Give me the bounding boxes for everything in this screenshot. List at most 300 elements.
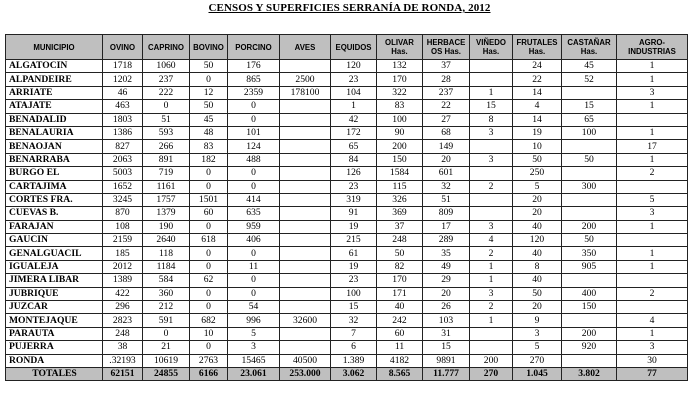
table-row	[6, 327, 688, 340]
total-cell: 3.802	[562, 367, 617, 380]
table-cell: 1584	[377, 167, 423, 180]
total-cell: 1.045	[513, 367, 562, 380]
table-cell: 266	[143, 140, 190, 153]
table-cell: 150	[377, 153, 423, 166]
table-row	[6, 153, 688, 166]
table-cell: 17	[423, 220, 470, 233]
table-row	[6, 140, 688, 153]
municipality-name: ALGATOCIN	[6, 60, 103, 73]
table-cell: 62	[190, 274, 228, 287]
table-cell: 68	[423, 126, 470, 139]
table-cell: 369	[377, 207, 423, 220]
column-header: VIÑEDO Has.	[470, 35, 513, 60]
table-cell: 38	[103, 341, 143, 354]
municipality-name: BENALAURIA	[6, 126, 103, 139]
table-cell: 322	[377, 86, 423, 99]
table-cell: 463	[103, 100, 143, 113]
table-cell: 14	[513, 86, 562, 99]
table-cell: 27	[423, 113, 470, 126]
table-cell: 185	[103, 247, 143, 260]
table-cell: 54	[228, 301, 280, 314]
table-cell: 149	[423, 140, 470, 153]
table-cell: 4	[617, 314, 688, 327]
table-cell: 24	[513, 60, 562, 73]
total-cell: 11.777	[423, 367, 470, 380]
table-cell: 959	[228, 220, 280, 233]
table-cell: 200	[377, 140, 423, 153]
table-cell: 326	[377, 193, 423, 206]
table-cell: 0	[228, 180, 280, 193]
table-cell: 10	[513, 140, 562, 153]
table-cell: 11	[377, 341, 423, 354]
table-cell: 1757	[143, 193, 190, 206]
table-cell: 2	[470, 301, 513, 314]
table-cell: 5	[513, 341, 562, 354]
table-cell: 118	[143, 247, 190, 260]
table-cell: 19	[513, 126, 562, 139]
table-cell: 0	[190, 73, 228, 86]
table-cell	[280, 193, 331, 206]
table-row	[6, 220, 688, 233]
table-cell	[280, 274, 331, 287]
table-cell	[470, 140, 513, 153]
table-cell: 827	[103, 140, 143, 153]
table-cell: 19	[331, 220, 377, 233]
table-cell: 865	[228, 73, 280, 86]
table-cell: 248	[103, 327, 143, 340]
table-cell: 5	[617, 193, 688, 206]
table-cell: 601	[423, 167, 470, 180]
total-cell: 8.565	[377, 367, 423, 380]
table-cell: 32	[331, 314, 377, 327]
table-cell: 51	[423, 193, 470, 206]
table-cell: 170	[377, 73, 423, 86]
table-cell: 237	[423, 86, 470, 99]
total-cell: 253.000	[280, 367, 331, 380]
table-cell	[562, 86, 617, 99]
table-cell: 1060	[143, 60, 190, 73]
table-cell: 350	[562, 247, 617, 260]
table-cell: 0	[190, 220, 228, 233]
table-cell: 414	[228, 193, 280, 206]
table-cell: 1501	[190, 193, 228, 206]
table-cell: 50	[190, 60, 228, 73]
column-header: PORCINO	[228, 35, 280, 60]
table-cell: 124	[228, 140, 280, 153]
table-cell: 83	[190, 140, 228, 153]
table-row	[6, 287, 688, 300]
table-cell	[617, 274, 688, 287]
table-cell: 50	[562, 234, 617, 247]
table-cell: 45	[190, 113, 228, 126]
column-header: AVES	[280, 35, 331, 60]
table-cell: 250	[513, 167, 562, 180]
table-cell: 1	[617, 100, 688, 113]
table-cell: 171	[377, 287, 423, 300]
table-cell: 40	[513, 247, 562, 260]
table-cell: 891	[143, 153, 190, 166]
table-cell	[562, 314, 617, 327]
table-cell	[280, 234, 331, 247]
table-cell: 3	[470, 153, 513, 166]
table-cell: 50	[513, 287, 562, 300]
table-cell	[280, 100, 331, 113]
table-cell: 296	[103, 301, 143, 314]
table-cell: 15465	[228, 354, 280, 367]
column-header: OVINO	[103, 35, 143, 60]
table-cell: 2063	[103, 153, 143, 166]
table-row	[6, 260, 688, 273]
table-cell: 1	[617, 260, 688, 273]
table-row	[6, 100, 688, 113]
table-cell: 15	[423, 341, 470, 354]
table-cell: 905	[562, 260, 617, 273]
table-cell: 591	[143, 314, 190, 327]
table-cell: 0	[190, 180, 228, 193]
municipality-name: BENAOJAN	[6, 140, 103, 153]
table-cell: 101	[228, 126, 280, 139]
table-cell: 1	[331, 100, 377, 113]
table-cell: 682	[190, 314, 228, 327]
table-cell: 0	[228, 287, 280, 300]
table-cell: 3	[617, 86, 688, 99]
table-cell: 19	[331, 260, 377, 273]
table-cell: 120	[513, 234, 562, 247]
table-cell: 289	[423, 234, 470, 247]
table-cell	[470, 341, 513, 354]
table-cell: 100	[377, 113, 423, 126]
table-cell: 5	[513, 180, 562, 193]
table-cell: 50	[562, 153, 617, 166]
table-cell: 809	[423, 207, 470, 220]
table-cell: 23	[331, 180, 377, 193]
table-row	[6, 207, 688, 220]
table-cell: 0	[190, 167, 228, 180]
municipality-name: BENARRABA	[6, 153, 103, 166]
total-cell: 270	[470, 367, 513, 380]
table-cell: 12	[190, 86, 228, 99]
table-cell: 2823	[103, 314, 143, 327]
table-cell: 61	[331, 247, 377, 260]
table-cell: 248	[377, 234, 423, 247]
table-cell: 1803	[103, 113, 143, 126]
table-cell: 422	[103, 287, 143, 300]
table-cell	[470, 327, 513, 340]
table-cell: 82	[377, 260, 423, 273]
table-cell: 23	[331, 274, 377, 287]
table-cell: 10619	[143, 354, 190, 367]
table-cell: 176	[228, 60, 280, 73]
table-cell: 22	[513, 73, 562, 86]
table-cell: 20	[513, 301, 562, 314]
municipality-name: ALPANDEIRE	[6, 73, 103, 86]
column-header: CAPRINO	[143, 35, 190, 60]
table-cell: 65	[562, 113, 617, 126]
table-cell: 26	[423, 301, 470, 314]
table-row	[6, 180, 688, 193]
table-cell	[617, 301, 688, 314]
table-cell: 17	[617, 140, 688, 153]
municipality-name: JIMERA LIBAR	[6, 274, 103, 287]
column-header: FRUTALES Has.	[513, 35, 562, 60]
table-cell: 150	[562, 301, 617, 314]
municipality-name: PARAUTA	[6, 327, 103, 340]
municipality-name: ARRIATE	[6, 86, 103, 99]
table-cell: 9	[513, 314, 562, 327]
table-cell	[470, 207, 513, 220]
table-cell	[470, 167, 513, 180]
table-cell: 3	[617, 207, 688, 220]
table-cell: 400	[562, 287, 617, 300]
table-cell: 5003	[103, 167, 143, 180]
table-cell	[562, 140, 617, 153]
table-cell: 11	[228, 260, 280, 273]
table-cell: 46	[103, 86, 143, 99]
table-cell: 319	[331, 193, 377, 206]
table-cell: .32193	[103, 354, 143, 367]
table-cell	[562, 274, 617, 287]
table-cell: 1	[617, 327, 688, 340]
table-cell: 2	[470, 247, 513, 260]
table-cell: 0	[190, 260, 228, 273]
totals-row	[6, 367, 688, 380]
table-cell: 40	[377, 301, 423, 314]
table-cell: 51	[143, 113, 190, 126]
table-cell: 0	[228, 274, 280, 287]
table-row	[6, 60, 688, 73]
table-cell: 28	[423, 73, 470, 86]
table-cell: 360	[143, 287, 190, 300]
table-cell: 2763	[190, 354, 228, 367]
table-cell: 15	[470, 100, 513, 113]
total-cell: 6166	[190, 367, 228, 380]
table-cell: 0	[190, 287, 228, 300]
table-cell: 0	[190, 341, 228, 354]
table-cell: 35	[423, 247, 470, 260]
table-cell: 40500	[280, 354, 331, 367]
table-cell: 996	[228, 314, 280, 327]
table-row	[6, 354, 688, 367]
table-cell	[562, 354, 617, 367]
table-cell: 14	[513, 113, 562, 126]
table-cell: 37	[377, 220, 423, 233]
table-cell: 1379	[143, 207, 190, 220]
table-row	[6, 193, 688, 206]
table-cell: 3	[470, 287, 513, 300]
municipality-name: JUBRIQUE	[6, 287, 103, 300]
table-cell: 618	[190, 234, 228, 247]
table-cell	[617, 180, 688, 193]
table-cell: 0	[228, 100, 280, 113]
table-cell: 4182	[377, 354, 423, 367]
table-cell: 170	[377, 274, 423, 287]
table-cell: 584	[143, 274, 190, 287]
table-row	[6, 314, 688, 327]
municipality-name: GENALGUACIL	[6, 247, 103, 260]
column-header: EQUIDOS	[331, 35, 377, 60]
municipality-name: CARTAJIMA	[6, 180, 103, 193]
table-cell	[280, 301, 331, 314]
total-cell: 23.061	[228, 367, 280, 380]
census-table	[5, 34, 688, 381]
table-cell: 0	[143, 100, 190, 113]
table-cell: 108	[103, 220, 143, 233]
table-cell: 488	[228, 153, 280, 166]
table-cell	[280, 126, 331, 139]
table-cell	[280, 153, 331, 166]
table-cell: 200	[470, 354, 513, 367]
table-cell: 190	[143, 220, 190, 233]
table-cell: 0	[190, 247, 228, 260]
table-cell: 172	[331, 126, 377, 139]
table-cell	[280, 247, 331, 260]
table-cell: 42	[331, 113, 377, 126]
table-cell: 126	[331, 167, 377, 180]
table-cell: 65	[331, 140, 377, 153]
column-header: AGRO-INDUSTRIAS	[617, 35, 688, 60]
table-cell	[280, 140, 331, 153]
table-cell: 8	[513, 260, 562, 273]
municipality-name: IGUALEJA	[6, 260, 103, 273]
table-cell: 182	[190, 153, 228, 166]
table-cell	[280, 113, 331, 126]
table-cell: 1	[617, 60, 688, 73]
table-cell: 1718	[103, 60, 143, 73]
table-cell: 40	[513, 220, 562, 233]
table-cell: 31	[423, 327, 470, 340]
table-cell: 20	[423, 287, 470, 300]
table-cell: 29	[423, 274, 470, 287]
table-cell: 635	[228, 207, 280, 220]
table-cell	[280, 60, 331, 73]
table-cell: 21	[143, 341, 190, 354]
table-cell: 132	[377, 60, 423, 73]
column-header: OLIVAR Has.	[377, 35, 423, 60]
table-row	[6, 126, 688, 139]
municipality-name: GAUCIN	[6, 234, 103, 247]
table-cell: 3245	[103, 193, 143, 206]
table-cell: 20	[423, 153, 470, 166]
table-cell: 300	[562, 180, 617, 193]
total-cell: 77	[617, 367, 688, 380]
table-cell: 37	[423, 60, 470, 73]
municipality-name: FARAJAN	[6, 220, 103, 233]
total-cell: 62151	[103, 367, 143, 380]
table-cell	[280, 327, 331, 340]
table-cell	[280, 180, 331, 193]
table-row	[6, 73, 688, 86]
table-cell: 1389	[103, 274, 143, 287]
table-cell: 50	[190, 100, 228, 113]
table-cell: 49	[423, 260, 470, 273]
municipality-name: BURGO EL	[6, 167, 103, 180]
table-cell: 4	[470, 234, 513, 247]
table-cell: 2012	[103, 260, 143, 273]
table-cell	[562, 207, 617, 220]
table-row	[6, 301, 688, 314]
table-cell	[280, 207, 331, 220]
table-cell	[617, 234, 688, 247]
page-title: CENSOS Y SUPERFICIES SERRANÍA DE RONDA, 2012	[208, 2, 491, 14]
table-cell	[280, 220, 331, 233]
table-cell: 15	[331, 301, 377, 314]
table-cell: 2	[617, 167, 688, 180]
table-cell: 2159	[103, 234, 143, 247]
table-cell: 1	[470, 86, 513, 99]
municipality-name: CORTES FRA.	[6, 193, 103, 206]
table-cell: 719	[143, 167, 190, 180]
table-cell: 3	[470, 126, 513, 139]
table-cell: 270	[513, 354, 562, 367]
table-row	[6, 113, 688, 126]
table-cell: 215	[331, 234, 377, 247]
total-cell: 3.062	[331, 367, 377, 380]
table-cell: 593	[143, 126, 190, 139]
table-cell: 2	[470, 180, 513, 193]
table-row	[6, 234, 688, 247]
table-cell: 3	[228, 341, 280, 354]
table-cell: 1386	[103, 126, 143, 139]
table-cell: 2500	[280, 73, 331, 86]
table-cell: 1	[617, 153, 688, 166]
table-cell: 1	[617, 220, 688, 233]
table-cell: 91	[331, 207, 377, 220]
table-cell: 1	[617, 247, 688, 260]
table-cell: 6	[331, 341, 377, 354]
header-row	[6, 35, 688, 60]
table-cell: 103	[423, 314, 470, 327]
table-cell: 1652	[103, 180, 143, 193]
table-cell: 22	[423, 100, 470, 113]
table-cell: 8	[470, 113, 513, 126]
table-cell	[280, 167, 331, 180]
table-cell: 83	[377, 100, 423, 113]
table-cell: 20	[513, 193, 562, 206]
table-cell: 222	[143, 86, 190, 99]
municipality-name: CUEVAS B.	[6, 207, 103, 220]
table-cell: 1	[470, 314, 513, 327]
table-cell: 10	[190, 327, 228, 340]
column-header: HERBACE OS Has.	[423, 35, 470, 60]
table-cell: 90	[377, 126, 423, 139]
table-cell	[280, 260, 331, 273]
table-row	[6, 86, 688, 99]
table-cell: 3	[470, 220, 513, 233]
table-cell: 52	[562, 73, 617, 86]
table-cell	[562, 167, 617, 180]
table-cell: 0	[143, 327, 190, 340]
municipality-name: JUZCAR	[6, 301, 103, 314]
table-cell: 23	[331, 73, 377, 86]
table-cell: 4	[513, 100, 562, 113]
table-cell: 0	[228, 247, 280, 260]
table-cell: 48	[190, 126, 228, 139]
table-row	[6, 247, 688, 260]
table-cell: 200	[562, 327, 617, 340]
municipality-name: RONDA	[6, 354, 103, 367]
table-cell: 2640	[143, 234, 190, 247]
table-cell: 1	[617, 73, 688, 86]
table-cell: 1161	[143, 180, 190, 193]
table-cell: 15	[562, 100, 617, 113]
municipality-name: PUJERRA	[6, 341, 103, 354]
table-cell: 1184	[143, 260, 190, 273]
table-cell	[280, 287, 331, 300]
table-cell: 7	[331, 327, 377, 340]
table-cell: 100	[562, 126, 617, 139]
table-cell	[617, 113, 688, 126]
table-cell: 237	[143, 73, 190, 86]
